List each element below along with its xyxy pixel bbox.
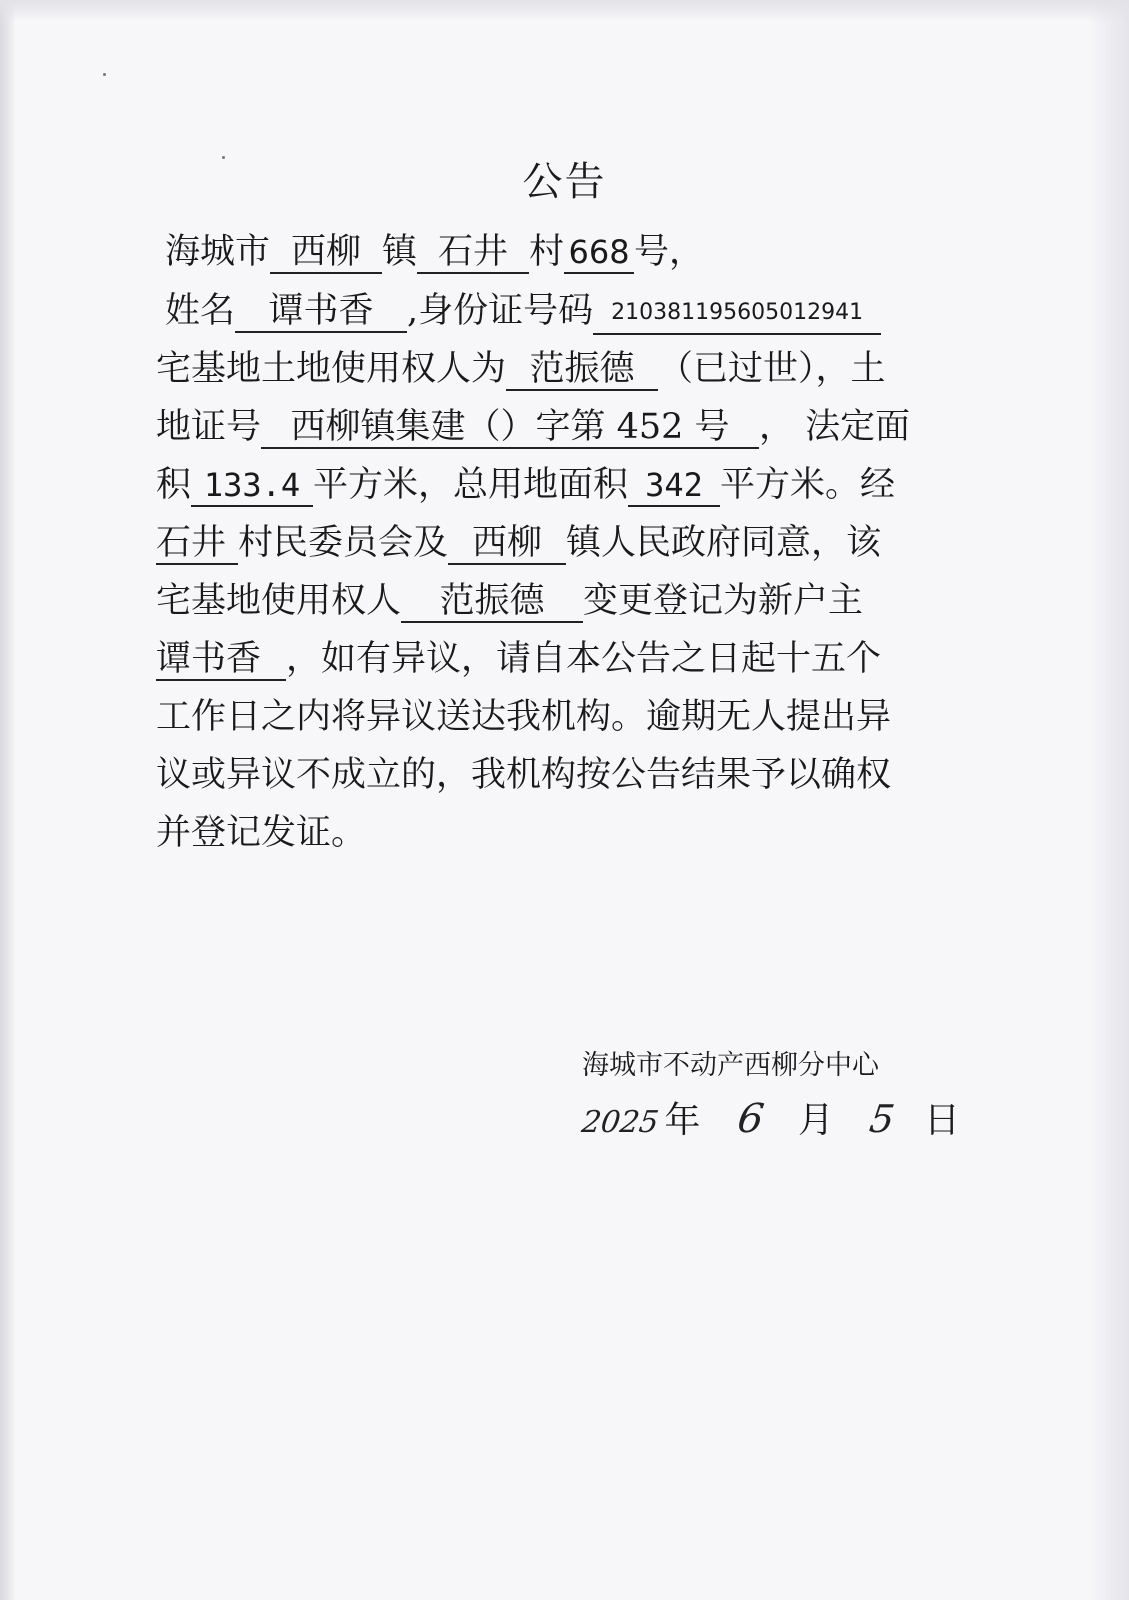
scan-speck: [103, 73, 106, 76]
body-text-line: 工作日之内将异议送达我机构。逾期无人提出异: [156, 697, 892, 737]
identity-line: [165, 289, 881, 333]
approval-town-field: 西柳: [448, 523, 566, 565]
transfer-suffix: 变更登记为新户主: [583, 581, 864, 621]
approval-village-field: 石井: [156, 523, 238, 565]
city-label: 海城市: [165, 232, 271, 272]
month-unit: 月: [797, 1100, 834, 1141]
house-suffix: 号，: [634, 232, 705, 272]
approval-line: [156, 521, 881, 565]
scan-edge-right: [1089, 0, 1129, 1600]
cert-suffix: ， 法定面: [759, 407, 911, 447]
village-field: 石井: [417, 232, 529, 274]
handwritten-month: 6: [735, 1096, 768, 1142]
year-unit: 年: [664, 1100, 701, 1141]
handwritten-year: 2025: [579, 1105, 661, 1140]
name-field: 谭书香: [235, 291, 407, 333]
day-unit: 日: [924, 1100, 961, 1141]
village-suffix: 村: [529, 232, 565, 272]
handwritten-day: 5: [866, 1097, 898, 1141]
owner-field: 范振德: [506, 349, 658, 391]
cert-number-field: 西柳镇集建（）字第 452 号: [261, 407, 759, 449]
body-text-line: 并登记发证。: [156, 813, 367, 853]
scan-edge-left: [0, 0, 14, 1600]
certificate-line: [156, 405, 910, 449]
town-field: 西柳: [270, 232, 382, 274]
body-text-line: 议或异议不成立的，我机构按公告结果予以确权: [156, 755, 892, 795]
total-area-field: 342: [628, 465, 720, 507]
scan-edge-top: [0, 0, 1129, 22]
objection-text: ，如有异议，请自本公告之日起十五个: [286, 639, 882, 679]
owner-line: [156, 347, 886, 391]
issue-date: [579, 1092, 961, 1152]
area-label: 积: [156, 465, 192, 505]
transfer-label: 宅基地使用权人: [156, 581, 402, 621]
house-number-field: 668: [564, 232, 634, 274]
area-suffix: 平方米。经: [720, 465, 896, 505]
area-line: [156, 463, 895, 507]
committee-label: 村民委员会及: [238, 523, 449, 563]
cert-label: 地证号: [156, 407, 262, 447]
government-label: 镇人民政府同意，该: [566, 523, 882, 563]
address-line: [165, 230, 704, 274]
id-number-field: 210381195605012941: [593, 293, 881, 335]
legal-area-field: 133.4: [191, 465, 313, 507]
owner-label: 宅基地土地使用权人为: [156, 349, 507, 389]
notice-title: 公告: [522, 159, 607, 205]
transfer-line: [156, 579, 863, 623]
name-label: 姓名: [165, 291, 236, 331]
total-area-label: 平方米，总用地面积: [313, 465, 629, 505]
id-label: ,身份证号码: [407, 291, 594, 331]
issuing-organization: 海城市不动产西柳分中心: [582, 1050, 879, 1081]
owner-suffix: （已过世），土: [658, 349, 886, 389]
transfer-owner-field: 范振德: [401, 581, 583, 623]
town-suffix: 镇: [382, 232, 418, 272]
new-owner-field: 谭书香: [156, 639, 286, 681]
new-owner-line: [156, 637, 881, 681]
